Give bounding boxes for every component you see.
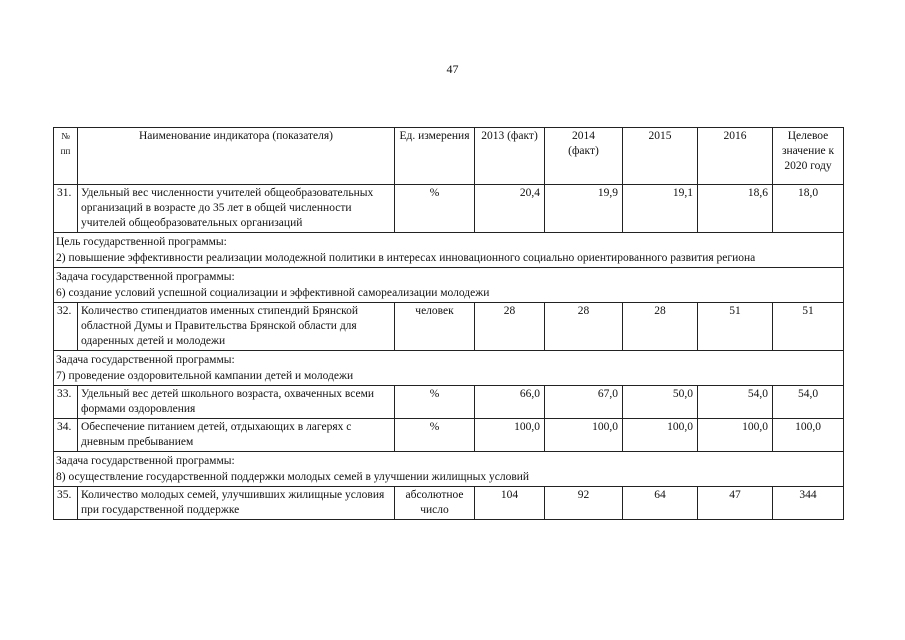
row-2016: 51 xyxy=(698,303,773,351)
row-target: 51 xyxy=(773,303,844,351)
table-row-34 xyxy=(54,419,844,452)
row-2016: 47 xyxy=(698,487,773,520)
task-heading: Задача государственной программы: xyxy=(56,354,235,366)
row-target: 100,0 xyxy=(773,419,844,452)
task-text: 7) проведение оздоровительной кампании детей и молодежи xyxy=(56,370,354,382)
row-num: 33. xyxy=(54,386,78,419)
row-2014: 92 xyxy=(545,487,623,520)
row-num: 31. xyxy=(54,185,78,233)
row-name: Обеспечение питанием детей, отдыхающих в лагерях с дневным пребыванием xyxy=(78,419,395,452)
goal-heading: Цель государственной программы: xyxy=(56,236,227,248)
row-2014: 19,9 xyxy=(545,185,623,233)
header-2016: 2016 xyxy=(698,128,773,185)
row-2013: 20,4 xyxy=(475,185,545,233)
row-num: 34. xyxy=(54,419,78,452)
task-text: 8) осуществление государственной поддержки молодых семей в улучшении жилищных условий xyxy=(56,471,530,483)
row-unit: % xyxy=(395,386,475,419)
row-target: 18,0 xyxy=(773,185,844,233)
task-heading: Задача государственной программы: xyxy=(56,455,235,467)
row-name: Удельный вес детей школьного возраста, охваченных всеми формами оздоровления xyxy=(78,386,395,419)
row-2014: 100,0 xyxy=(545,419,623,452)
goal-row-2 xyxy=(54,233,844,268)
row-2016: 54,0 xyxy=(698,386,773,419)
table-row-35 xyxy=(54,487,844,520)
row-2015: 28 xyxy=(623,303,698,351)
row-target: 54,0 xyxy=(773,386,844,419)
header-num: № пп xyxy=(54,128,78,185)
goal-text: 2) повышение эффективности реализации молодежной политики в интересах инновационного социально ориентированного развития региона xyxy=(56,252,756,264)
row-2014: 28 xyxy=(545,303,623,351)
row-2015: 50,0 xyxy=(623,386,698,419)
row-2013: 28 xyxy=(475,303,545,351)
row-unit: % xyxy=(395,419,475,452)
task-row-6 xyxy=(54,268,844,303)
task-row-8 xyxy=(54,452,844,487)
row-name: Количество стипендиатов именных стипендий Брянской областной Думы и Правительства Брянской области для одаренных детей и молодежи xyxy=(78,303,395,351)
row-unit: абсолютное число xyxy=(395,487,475,520)
table-row-33 xyxy=(54,386,844,419)
row-2016: 18,6 xyxy=(698,185,773,233)
table-row-31 xyxy=(54,185,844,233)
row-2015: 100,0 xyxy=(623,419,698,452)
header-target: Целевое значение к 2020 году xyxy=(773,128,844,185)
row-2013: 100,0 xyxy=(475,419,545,452)
row-target: 344 xyxy=(773,487,844,520)
row-2016: 100,0 xyxy=(698,419,773,452)
row-unit: % xyxy=(395,185,475,233)
row-2015: 19,1 xyxy=(623,185,698,233)
row-2014: 67,0 xyxy=(545,386,623,419)
header-unit: Ед. измерения xyxy=(395,128,475,185)
task-text: 6) создание условий успешной социализации и эффективной самореализации молодежи xyxy=(56,287,490,299)
indicator-table xyxy=(53,127,844,520)
row-name: Количество молодых семей, улучшивших жилищные условия при государственной поддержке xyxy=(78,487,395,520)
header-2014: 2014 (факт) xyxy=(545,128,623,185)
task-row-7 xyxy=(54,351,844,386)
row-2015: 64 xyxy=(623,487,698,520)
table-row-32 xyxy=(54,303,844,351)
header-name: Наименование индикатора (показателя) xyxy=(78,128,395,185)
page-number: 47 xyxy=(446,62,459,76)
header-row xyxy=(54,128,844,185)
row-num: 35. xyxy=(54,487,78,520)
row-name: Удельный вес численности учителей общеобразовательных организаций в возрасте до 35 лет в общей численности учителей общеобразовательных организаций xyxy=(78,185,395,233)
row-2013: 104 xyxy=(475,487,545,520)
task-heading: Задача государственной программы: xyxy=(56,271,235,283)
header-2015: 2015 xyxy=(623,128,698,185)
header-2013: 2013 (факт) xyxy=(475,128,545,185)
row-num: 32. xyxy=(54,303,78,351)
row-unit: человек xyxy=(395,303,475,351)
row-2013: 66,0 xyxy=(475,386,545,419)
